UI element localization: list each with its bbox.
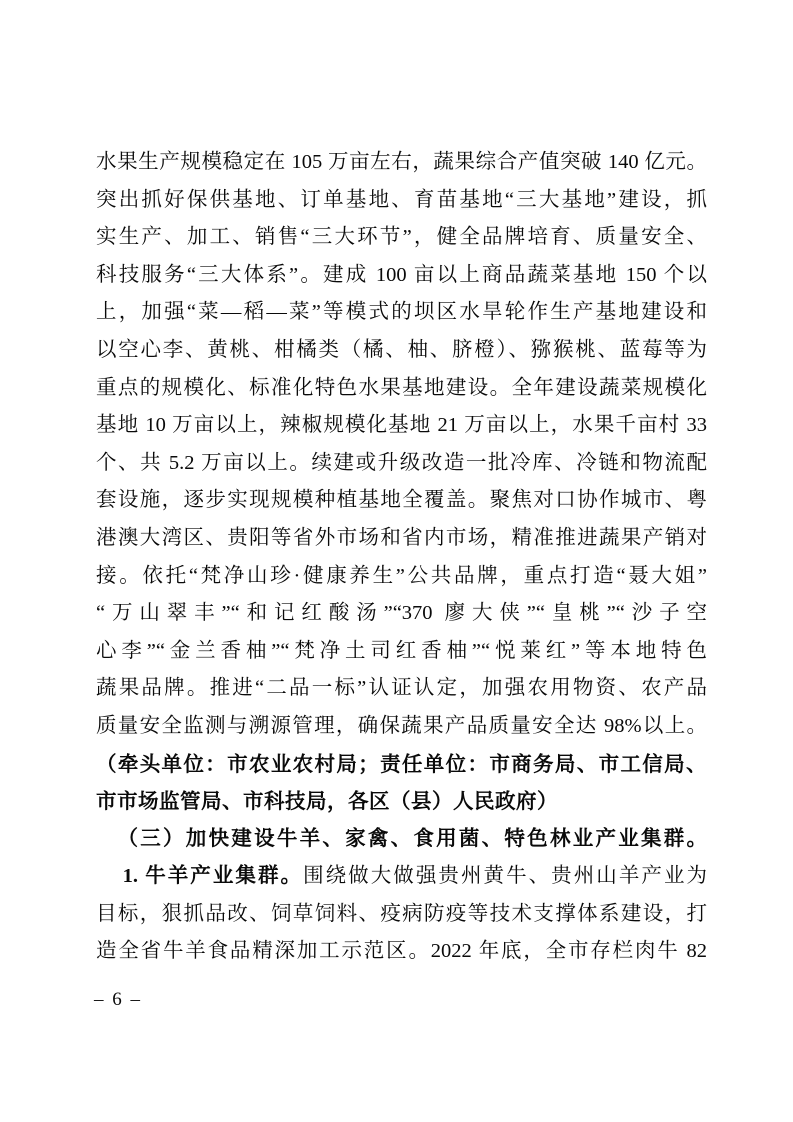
body-text-line: 蔬果品牌。推进“二品一标”认证认定，加强农用物资、农产品 xyxy=(96,677,707,700)
body-text-line: 接。依托“梵净山珍·健康养生”公共品牌，重点打造“聂大姐” xyxy=(96,564,707,587)
item-lead-rest: 围绕做大做强贵州黄牛、贵州山羊产业为 xyxy=(303,865,708,888)
text-column xyxy=(96,144,707,971)
agency-note-line: 市市场监管局、市科技局，各区（县）人民政府） xyxy=(96,790,558,814)
body-text-line: 水果生产规模稳定在 105 万亩左右，蔬果综合产值突破 140 亿元。 xyxy=(96,151,707,173)
body-text-line: 突出抓好保供基地、订单基地、育苗基地“三大基地”建设，抓 xyxy=(96,188,707,211)
page-number: – 6 – xyxy=(94,989,142,1010)
body-text-line: 重点的规模化、标准化特色水果基地建设。全年建设蔬菜规模化 xyxy=(96,376,707,399)
body-text-line: 实生产、加工、销售“三大环节”，健全品牌培育、质量安全、 xyxy=(96,226,707,249)
body-text-line: 上，加强“菜—稻—菜”等模式的坝区水旱轮作生产基地建设和 xyxy=(96,301,707,324)
body-text-line: 基地 10 万亩以上，辣椒规模化基地 21 万亩以上，水果千亩村 33 xyxy=(96,414,707,437)
body-text-line: “万山翠丰”“和记红酸汤”“370 廖大侠”“皇桃”“沙子空 xyxy=(96,602,707,625)
item-paragraph-line: 目标，狠抓品改、饲草饲料、疫病防疫等技术支撑体系建设，打 xyxy=(96,902,707,925)
item-paragraph-line xyxy=(96,858,707,896)
body-text-line: 港澳大湾区、贵阳等省外市场和省内市场，精准推进蔬果产销对 xyxy=(96,526,707,549)
section-heading: （三）加快建设牛羊、家禽、食用菌、特色林业产业集群。 xyxy=(117,827,707,850)
body-text-line: 套设施，逐步实现规模种植基地全覆盖。聚焦对口协作城市、粤 xyxy=(96,489,707,512)
agency-note-line: （牵头单位：市农业农村局；责任单位：市商务局、市工信局、 xyxy=(96,752,707,776)
item-paragraph-line: 造全省牛羊食品精深加工示范区。2022 年底，全市存栏肉牛 82 xyxy=(96,940,707,963)
item-lead-label: 1. 牛羊产业集群。 xyxy=(122,865,304,888)
body-text-line: 质量安全监测与溯源管理，确保蔬果产品质量安全达 98%以上。 xyxy=(96,714,707,737)
body-text-line: 科技服务“三大体系”。建成 100 亩以上商品蔬菜基地 150 个以 xyxy=(96,263,707,286)
body-text-line: 个、共 5.2 万亩以上。续建或升级改造一批冷库、冷链和物流配 xyxy=(96,451,707,474)
body-text-line: 心李”“金兰香柚”“梵净土司红香柚”“悦莱红”等本地特色 xyxy=(96,639,707,662)
body-text-line: 以空心李、黄桃、柑橘类（橘、柚、脐橙）、猕猴桃、蓝莓等为 xyxy=(96,338,707,361)
